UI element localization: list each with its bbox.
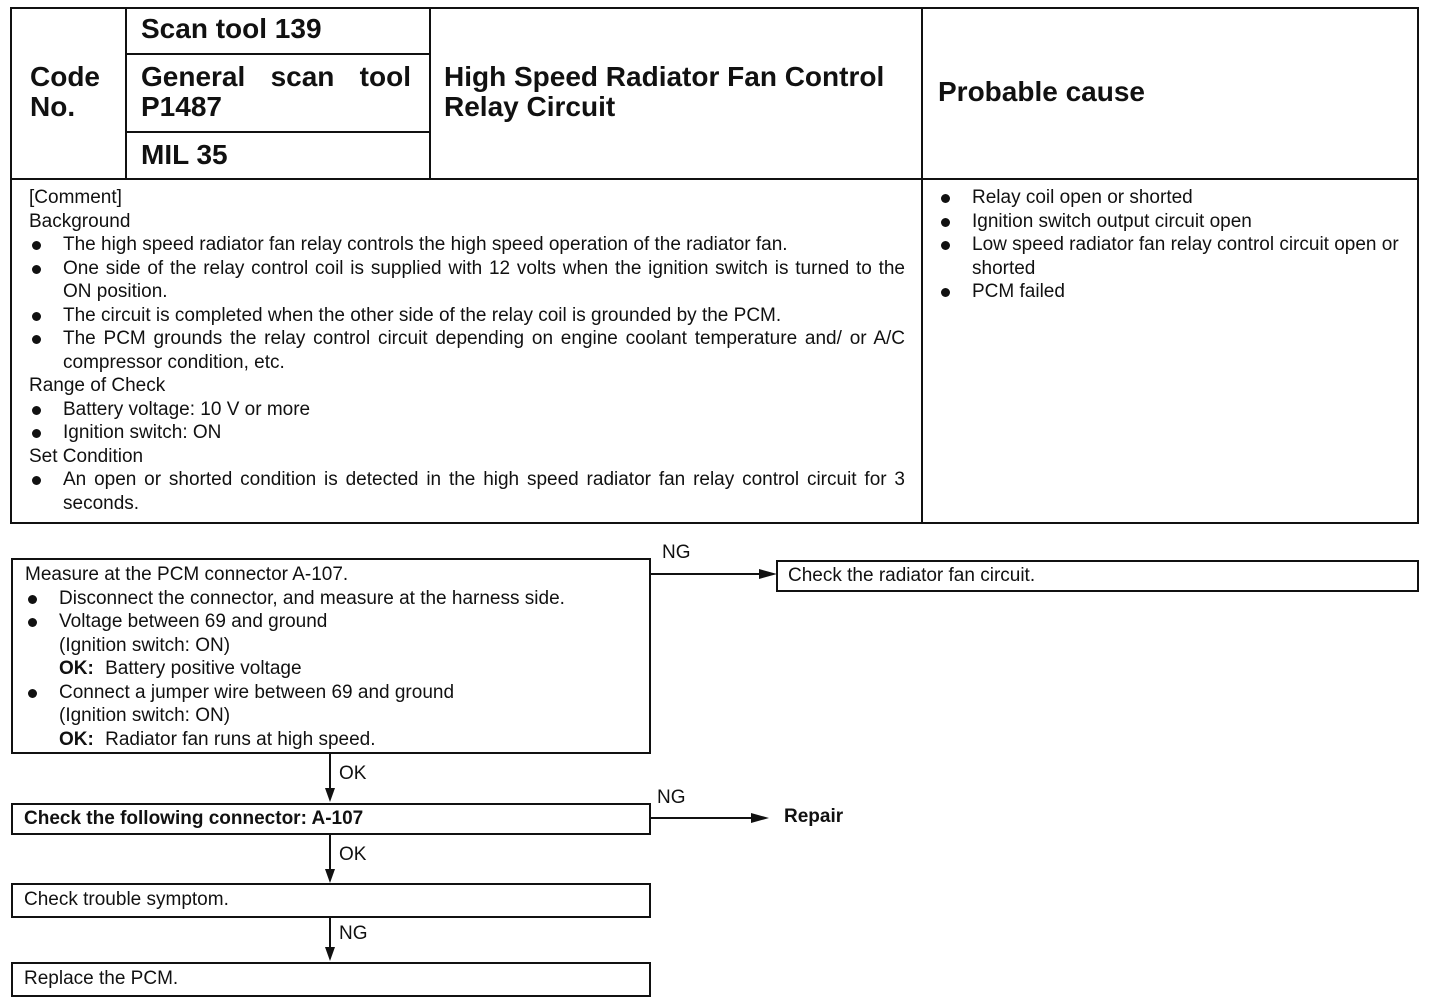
ok-value: Radiator fan runs at high speed.	[105, 728, 376, 750]
step3-ng-label: NG	[339, 923, 368, 944]
step1-item3-ok	[59, 728, 649, 752]
step2-ng-label: NG	[657, 787, 686, 808]
step1-item2-text: Voltage between 69 and ground	[59, 611, 328, 632]
step1-ng-connector	[651, 573, 761, 575]
arrow-right-icon	[759, 569, 777, 579]
step1-item3-text: Connect a jumper wire between 69 and ground	[59, 681, 455, 703]
arrow-right-icon	[751, 813, 769, 823]
ok-label: OK:	[59, 658, 94, 679]
ok-value: Battery positive voltage	[105, 658, 302, 679]
list-item: Battery voltage: 10 V or more	[29, 398, 905, 422]
step2-ng-result: Repair	[784, 806, 844, 827]
list-item: Low speed radiator fan relay control circuit open or shorted	[938, 233, 1400, 280]
table-divider	[10, 178, 1419, 180]
comment-section	[29, 186, 905, 515]
set-list	[29, 468, 905, 515]
list-item: Ignition switch: ON	[29, 421, 905, 445]
table-divider	[921, 7, 923, 524]
range-heading: Range of Check	[29, 375, 166, 396]
list-item: The circuit is completed when the other side of the relay coil is grounded by the PCM.	[29, 304, 905, 328]
list-item: Relay coil open or shorted	[938, 186, 1400, 210]
step2-ng-connector	[651, 817, 751, 819]
probable-cause-list	[938, 186, 1400, 304]
table-divider	[125, 131, 431, 133]
list-item: PCM failed	[938, 280, 1400, 304]
step1-ng-result: Check the radiator fan circuit.	[788, 565, 1036, 586]
step3-ng-connector	[329, 918, 331, 948]
step1-title: Measure at the PCM connector A-107.	[25, 564, 349, 585]
step1-ng-result-box	[776, 560, 1419, 592]
step3-box	[11, 883, 651, 918]
step1-item3-sub: (Ignition switch: ON)	[59, 705, 231, 726]
list-item	[25, 610, 649, 681]
table-divider	[429, 7, 431, 180]
step1-ng-label: NG	[662, 542, 691, 563]
step3-text: Check trouble symptom.	[24, 889, 229, 910]
step4-text: Replace the PCM.	[24, 968, 179, 989]
probable-cause-section	[938, 186, 1400, 304]
step1-box	[11, 558, 651, 754]
code-no-label: Code No.	[30, 61, 100, 122]
step2-ok-label: OK	[339, 844, 367, 865]
range-list	[29, 398, 905, 445]
arrow-down-icon	[325, 788, 335, 802]
step1-ok-label: OK	[339, 763, 367, 784]
list-item	[25, 681, 649, 752]
list-item: Ignition switch output circuit open	[938, 210, 1400, 234]
ok-label: OK:	[59, 728, 94, 750]
arrow-down-icon	[325, 947, 335, 961]
list-item: One side of the relay control coil is supplied with 12 volts when the ignition switch is turned to the ON position.	[29, 257, 905, 304]
step2-box	[11, 803, 651, 835]
list-item: An open or shorted condition is detected in the high speed radiator fan relay control circuit for 3 seconds.	[29, 468, 905, 515]
list-item: Disconnect the connector, and measure at the harness side.	[25, 587, 649, 611]
background-list	[29, 233, 905, 374]
step1-item2-ok	[59, 657, 649, 681]
list-item: The high speed radiator fan relay controls the high speed operation of the radiator fan.	[29, 233, 905, 257]
probable-cause-heading: Probable cause	[938, 76, 1145, 107]
scan-tool-code: Scan tool 139	[141, 13, 322, 44]
step1-ok-connector	[329, 754, 331, 788]
step1-list	[25, 587, 649, 752]
step2-text: Check the following connector: A-107	[24, 808, 364, 829]
set-heading: Set Condition	[29, 445, 144, 467]
table-divider	[125, 53, 431, 55]
background-heading: Background	[29, 210, 131, 232]
list-item: The PCM grounds the relay control circuit depending on engine coolant temperature and/ or A/C compressor condition, etc.	[29, 327, 905, 374]
step1-item2-sub: (Ignition switch: ON)	[59, 634, 231, 656]
mil-code: MIL 35	[141, 139, 228, 170]
step2-ok-connector	[329, 835, 331, 869]
step4-box	[11, 962, 651, 997]
table-divider	[125, 7, 127, 180]
general-scan-tool-code: General scan tool P1487	[141, 61, 411, 122]
page-title: High Speed Radiator Fan Control Relay Circuit	[444, 61, 885, 122]
arrow-down-icon	[325, 869, 335, 883]
comment-label: [Comment]	[29, 187, 122, 208]
